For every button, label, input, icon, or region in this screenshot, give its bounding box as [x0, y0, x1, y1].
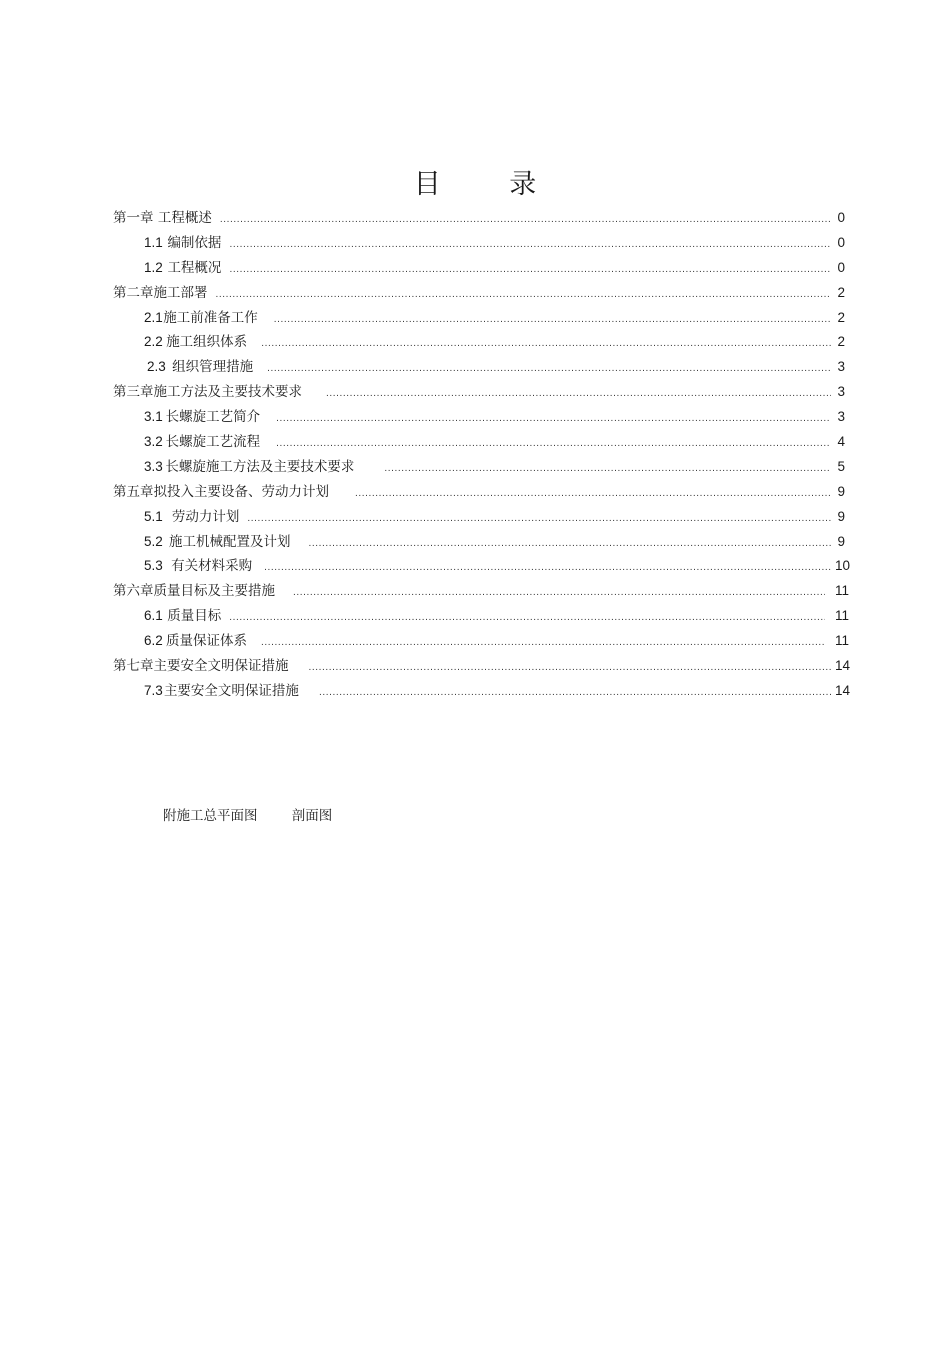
toc-leader-dots — [220, 208, 831, 232]
toc-entry[interactable] — [113, 629, 850, 654]
toc-entry-number: 2.2 — [144, 334, 163, 350]
toc-entry-page: 10 — [835, 558, 851, 574]
toc-entry[interactable] — [113, 330, 845, 355]
toc-entry-page: 0 — [837, 259, 845, 275]
toc-entry-number: 第一章 — [113, 210, 154, 226]
toc-entry-label: 施工组织体系 — [166, 334, 248, 351]
toc-entry-page: 11 — [835, 633, 850, 649]
toc-leader-dots — [309, 656, 832, 680]
toc-leader-dots — [309, 532, 832, 556]
toc-entry[interactable] — [113, 380, 845, 405]
toc-entry-page: 2 — [837, 284, 845, 300]
toc-entry-label: 劳动力计划 — [171, 508, 240, 525]
toc-entry-number: 5.1 — [144, 508, 163, 524]
toc-entry[interactable] — [113, 480, 845, 505]
toc-entry-number: 3.2 — [144, 434, 163, 450]
toc-entry-page: 0 — [837, 234, 845, 250]
toc-entry-number: 3.1 — [144, 409, 163, 425]
toc-entry-label: 质量保证体系 — [165, 633, 247, 650]
toc-entry-number: 第六章 — [113, 583, 154, 600]
toc-entry[interactable] — [113, 679, 851, 704]
toc-leader-dots — [261, 332, 831, 356]
toc-leader-dots — [384, 457, 831, 481]
toc-leader-dots — [216, 283, 832, 307]
toc-entry-label: 长螺旋工艺简介 — [165, 409, 261, 426]
toc-entry-label: 编制依据 — [167, 234, 222, 251]
toc-entry-number: 6.2 — [144, 633, 163, 649]
toc-leader-dots — [264, 556, 831, 580]
toc-entry-page: 9 — [837, 483, 845, 499]
toc-leader-dots — [355, 482, 831, 506]
toc-entry-page: 2 — [837, 334, 845, 350]
toc-entry-number: 1.1 — [144, 234, 163, 250]
toc-entry-number: 第二章 — [113, 284, 154, 301]
toc-entry-page: 3 — [837, 409, 845, 425]
toc-entry-page: 9 — [837, 533, 845, 549]
toc-leader-dots — [229, 606, 825, 630]
toc-entry-number: 1.2 — [144, 259, 163, 275]
toc-entry-label: 施工前准备工作 — [163, 309, 258, 326]
toc-entry-label: 施工方法及主要技术要求 — [153, 384, 302, 401]
toc-entry[interactable] — [113, 579, 850, 604]
toc-entry-label: 质量目标 — [167, 608, 222, 625]
toc-entry-page: 3 — [837, 359, 845, 375]
toc-leader-dots — [276, 432, 831, 456]
toc-entry-label: 拟投入主要设备、劳动力计划 — [153, 483, 329, 500]
appendix-line — [163, 804, 332, 824]
toc-entry-page: 5 — [837, 458, 845, 474]
toc-entry-page: 2 — [837, 309, 845, 325]
toc-entry-page: 9 — [837, 508, 845, 524]
toc-entry-label: 主要安全文明保证措施 — [153, 658, 289, 675]
table-of-contents — [113, 206, 851, 704]
toc-entry[interactable] — [113, 405, 845, 430]
toc-entry[interactable] — [113, 455, 845, 480]
toc-entry-label: 长螺旋工艺流程 — [165, 434, 261, 451]
page-title: 目 录 — [413, 169, 567, 200]
toc-entry-page: 14 — [835, 682, 851, 698]
toc-entry[interactable] — [113, 604, 850, 629]
toc-entry[interactable] — [113, 306, 845, 331]
toc-entry-page: 3 — [837, 384, 845, 400]
toc-entry-label: 施工机械配置及计划 — [169, 533, 291, 550]
toc-entry-label: 主要安全文明保证措施 — [163, 682, 299, 699]
appendix-site-plan: 附施工总平面图 — [163, 808, 258, 824]
toc-leader-dots — [267, 357, 831, 381]
toc-entry-label: 组织管理措施 — [172, 359, 254, 376]
toc-entry-page: 11 — [835, 583, 850, 599]
toc-entry-label: 施工部署 — [153, 284, 208, 301]
toc-entry-number: 2.1 — [144, 309, 163, 325]
toc-entry-number: 3.3 — [144, 458, 163, 474]
toc-entry[interactable] — [113, 430, 845, 455]
toc-leader-dots — [293, 581, 825, 605]
toc-entry-number: 2.3 — [147, 359, 166, 375]
toc-entry-number: 第五章 — [113, 483, 154, 500]
toc-leader-dots — [261, 631, 825, 655]
toc-entry[interactable] — [113, 281, 845, 306]
toc-entry[interactable] — [113, 231, 845, 256]
toc-entry-page: 4 — [837, 434, 845, 450]
toc-leader-dots — [247, 507, 831, 531]
appendix-section-drawing: 剖面图 — [291, 808, 333, 824]
toc-entry[interactable] — [113, 256, 845, 281]
toc-entry[interactable] — [113, 206, 845, 231]
toc-leader-dots — [274, 308, 831, 332]
toc-entry[interactable] — [113, 505, 845, 530]
toc-entry-number: 第三章 — [113, 384, 154, 401]
toc-entry[interactable] — [113, 355, 845, 380]
toc-leader-dots — [319, 681, 831, 705]
toc-entry-number: 5.3 — [144, 558, 163, 574]
toc-entry[interactable] — [113, 554, 851, 579]
toc-entry-label: 质量目标及主要措施 — [153, 583, 275, 600]
toc-entry-number: 7.3 — [144, 682, 163, 698]
toc-entry-page: 11 — [835, 608, 850, 624]
toc-entry-number: 6.1 — [144, 608, 163, 624]
toc-leader-dots — [326, 382, 831, 406]
toc-leader-dots — [276, 407, 831, 431]
toc-entry-page: 0 — [837, 210, 845, 225]
toc-entry[interactable] — [113, 654, 851, 679]
toc-entry[interactable] — [113, 530, 845, 555]
toc-leader-dots — [229, 258, 831, 282]
toc-leader-dots — [229, 233, 831, 257]
toc-entry-page: 14 — [835, 658, 851, 674]
toc-entry-label: 长螺旋施工方法及主要技术要求 — [165, 458, 355, 475]
toc-entry-number: 第七章 — [113, 658, 154, 675]
toc-entry-label: 工程概况 — [167, 259, 222, 276]
toc-entry-label: 有关材料采购 — [171, 558, 253, 575]
toc-entry-number: 5.2 — [144, 533, 163, 549]
toc-entry-label: 工程概述 — [157, 210, 212, 226]
